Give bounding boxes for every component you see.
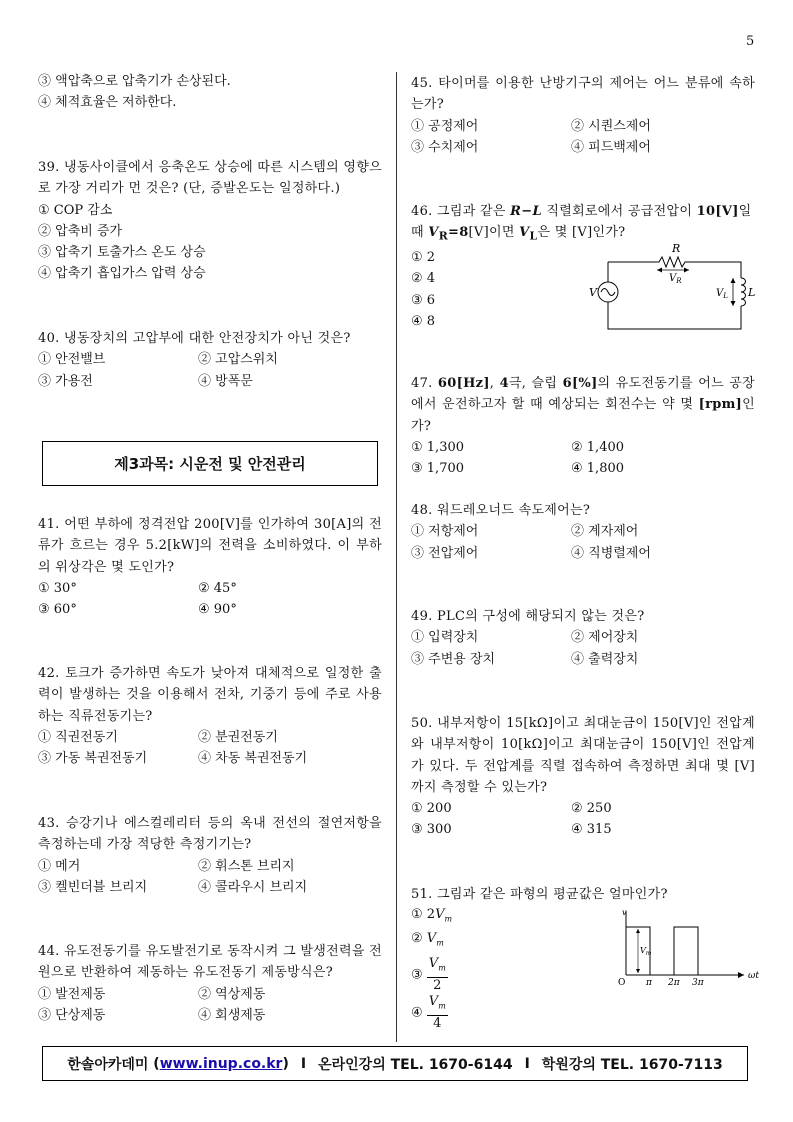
q39-option-2: ② 압축비 증가: [38, 223, 123, 239]
footer-online-phone: 온라인강의 TEL. 1670-6144: [318, 1056, 513, 1073]
fig51-label-Vm: $V_m$: [640, 946, 652, 957]
fig46-label-R: R: [672, 242, 681, 255]
fig51-label-pi: π: [646, 978, 652, 988]
q47-option-4: ④ 1,800: [571, 461, 625, 477]
fig51-label-origin: O: [618, 978, 626, 988]
question-39: [38, 157, 382, 285]
q50-option-4: ④ 315: [571, 822, 612, 838]
q45-option-2: ② 시퀀스제어: [571, 118, 651, 134]
question-43-text: 43. 승강기나 에스컬레리터 등의 옥내 전선의 절연저항을 측정하는데 가장 적당한 측정기기는?: [38, 816, 382, 853]
q42-option-3: ③ 가동 복권전동기: [38, 751, 148, 767]
q49-option-4: ④ 출력장치: [571, 651, 639, 667]
q39-option-4: ④ 압축기 흡입가스 압력 상승: [38, 266, 206, 282]
question-40-text: 40. 냉동장치의 고압부에 대한 안전장치가 아닌 것은?: [38, 331, 351, 346]
q47-option-1: ① 1,300: [411, 439, 465, 455]
question-49: [411, 606, 755, 670]
question-42: [38, 663, 382, 769]
q44-option-1: ① 발전제동: [38, 986, 106, 1002]
page-number: 5: [746, 34, 755, 49]
q50-option-3: ③ 300: [411, 822, 452, 838]
fig51-label-3pi: 3π: [692, 978, 704, 988]
section-title-box: [42, 441, 378, 486]
q41-option-4: ④ 90°: [198, 602, 237, 618]
question-39-text: 39. 냉동사이클에서 응축온도 상승에 따른 시스템의 영향으로 가장 거리가 먼 것은? (단, 증발온도는 일정하다.): [38, 160, 382, 197]
q50-option-2: ② 250: [571, 801, 612, 817]
footer-offline-phone: 학원강의 TEL. 1670-7113: [541, 1056, 723, 1073]
q44-option-3: ③ 단상제동: [38, 1007, 106, 1023]
q41-option-2: ② 45°: [198, 580, 237, 596]
q42-option-1: ① 직권전동기: [38, 729, 118, 745]
q49-option-3: ③ 주변용 장치: [411, 651, 496, 667]
q48-option-4: ④ 직병렬제어: [571, 545, 651, 561]
question-46-text: 46. 그림과 같은 R−L 직렬회로에서 공급전압이 10[V]일 때 $V_R=8[V]$이면 $V_L$은 몇 [V]인가?: [411, 204, 752, 243]
question-43: [38, 813, 382, 898]
q42-option-2: ② 분권전동기: [198, 729, 278, 745]
q48-option-3: ③ 전압제어: [411, 545, 479, 561]
q43-option-1: ① 메거: [38, 858, 81, 874]
q46-option-1: ① 2: [411, 250, 436, 266]
q47-option-3: ③ 1,700: [411, 461, 465, 477]
question-41: [38, 514, 382, 620]
q45-option-4: ④ 피드백제어: [571, 139, 651, 155]
question-41-text: 41. 어떤 부하에 정격전압 200[V]를 인가하여 30[A]의 전류가 흐르는 경우 5.2[kW]의 전력을 소비하였다. 이 부하의 위상각은 몇 도인가?: [38, 517, 382, 575]
question-45: [411, 73, 755, 158]
fig46-label-L: L: [748, 286, 756, 299]
q46-option-3: ③ 6: [411, 292, 436, 308]
q43-option-2: ② 휘스톤 브리지: [198, 858, 295, 874]
q43-option-3: ③ 켈빈더블 브리지: [38, 879, 148, 895]
question-44-text: 44. 유도전동기를 유도발전기로 동작시켜 그 발생전력을 전원으로 반환하여 제동하는 유도전동기 제동방식은?: [38, 944, 382, 981]
q51-option-2: ② $V_m$: [411, 931, 444, 948]
footer-url-link[interactable]: www.inup.co.kr: [159, 1055, 283, 1072]
question-51: [411, 884, 755, 905]
q49-option-2: ② 제어장치: [571, 630, 639, 646]
question-42-text: 42. 토크가 증가하면 속도가 낮아져 대체적으로 일정한 출력이 발생하는 것을 이용해서 전차, 기중기 등에 주로 사용하는 직류전동기는?: [38, 666, 382, 724]
question-51-text: 51. 그림과 같은 파형의 평균값은 얼마인가?: [411, 887, 668, 902]
q44-option-2: ② 역상제동: [198, 986, 266, 1002]
question-45-text: 45. 타이머를 이용한 난방기구의 제어는 어느 분류에 속하는가?: [411, 76, 755, 113]
footer-academy: 한솔아카데미: [67, 1056, 149, 1073]
q41-option-1: ① 30°: [38, 580, 77, 596]
q40-option-1: ① 안전밸브: [38, 352, 106, 368]
q40-option-3: ③ 가용전: [38, 373, 93, 389]
q39-option-1: ① COP 감소: [38, 202, 113, 218]
q45-option-3: ③ 수치제어: [411, 139, 479, 155]
q47-option-2: ② 1,400: [571, 439, 625, 455]
fig46-label-VR: $V_R$: [669, 273, 682, 285]
q51-option-4: ④ $\frac{V_m}{4}$: [411, 994, 446, 1031]
question-40: [38, 328, 382, 392]
q46-option-4: ④ 8: [411, 314, 436, 330]
q46-option-2: ② 4: [411, 271, 436, 287]
q44-option-4: ④ 회생제동: [198, 1007, 266, 1023]
q50-option-1: ① 200: [411, 801, 452, 817]
question-48: [411, 500, 755, 564]
q49-option-1: ① 입력장치: [411, 630, 479, 646]
fig51-label-wt: ωt: [748, 971, 759, 981]
footer-separator-1: I: [300, 1055, 307, 1072]
fig51-label-v: v: [622, 908, 627, 917]
q43-option-4: ④ 콜라우시 브리지: [198, 879, 308, 895]
q40-option-2: ② 고압스위치: [198, 352, 278, 368]
q45-option-1: ① 공정제어: [411, 118, 479, 134]
fig46-label-VL: $V_L$: [716, 288, 728, 300]
question-50: [411, 713, 755, 841]
square-wave-diagram: [610, 905, 770, 990]
carryover-option-3: ③ 액압축으로 압축기가 손상된다.: [38, 74, 231, 89]
q51-option-1: ① $2V_m$: [411, 907, 453, 924]
q40-option-4: ④ 방폭문: [198, 373, 253, 389]
carryover-option-4: ④ 체적효율은 저하한다.: [38, 95, 177, 110]
question-49-text: 49. PLC의 구성에 해당되지 않는 것은?: [411, 609, 645, 624]
question-44: [38, 941, 382, 1026]
footer-separator-2: I: [524, 1055, 530, 1072]
fig46-label-V: V: [589, 286, 597, 299]
column-divider: [396, 72, 397, 1042]
question-50-text: 50. 내부저항이 15[kΩ]이고 최대눈금이 150[V]인 전압계와 내부저항이 10[kΩ]이고 최대눈금이 150[V]인 전압계가 있다. 두 전압계를 직렬 접속하여 측정하면 최대 몇 [V]까지 측정할 수 있는가?: [411, 716, 755, 795]
q39-option-3: ③ 압축기 토출가스 온도 상승: [38, 245, 206, 261]
resistor-symbol: [608, 257, 697, 267]
q42-option-4: ④ 차동 복권전동기: [198, 751, 308, 767]
rl-circuit-diagram: [585, 240, 760, 335]
pulse-2: [674, 927, 698, 975]
q51-option-3: ③ $\frac{V_m}{2}$: [411, 956, 446, 993]
q48-option-2: ② 계자제어: [571, 524, 639, 540]
fig51-label-2pi: 2π: [668, 978, 680, 988]
question-47: [411, 373, 755, 479]
question-47-text: 47. 60[Hz], 4극, 슬립 6[%]의 유도전동기를 어느 공장에서 운전하고자 할 때 예상되는 회전수는 약 몇 [rpm]인가?: [411, 376, 755, 434]
section-title: 제3과목: 시운전 및 안전관리: [114, 455, 306, 473]
q41-option-3: ③ 60°: [38, 602, 77, 618]
q48-option-1: ① 저항제어: [411, 524, 479, 540]
footer-box: 한솔아카데미 ( www.inup.co.kr ) I 온라인강의 TEL. 1670-6144 I 학원강의 TEL. 1670-7113: [42, 1046, 748, 1081]
question-48-text: 48. 워드레오너드 속도제어는?: [411, 503, 591, 518]
